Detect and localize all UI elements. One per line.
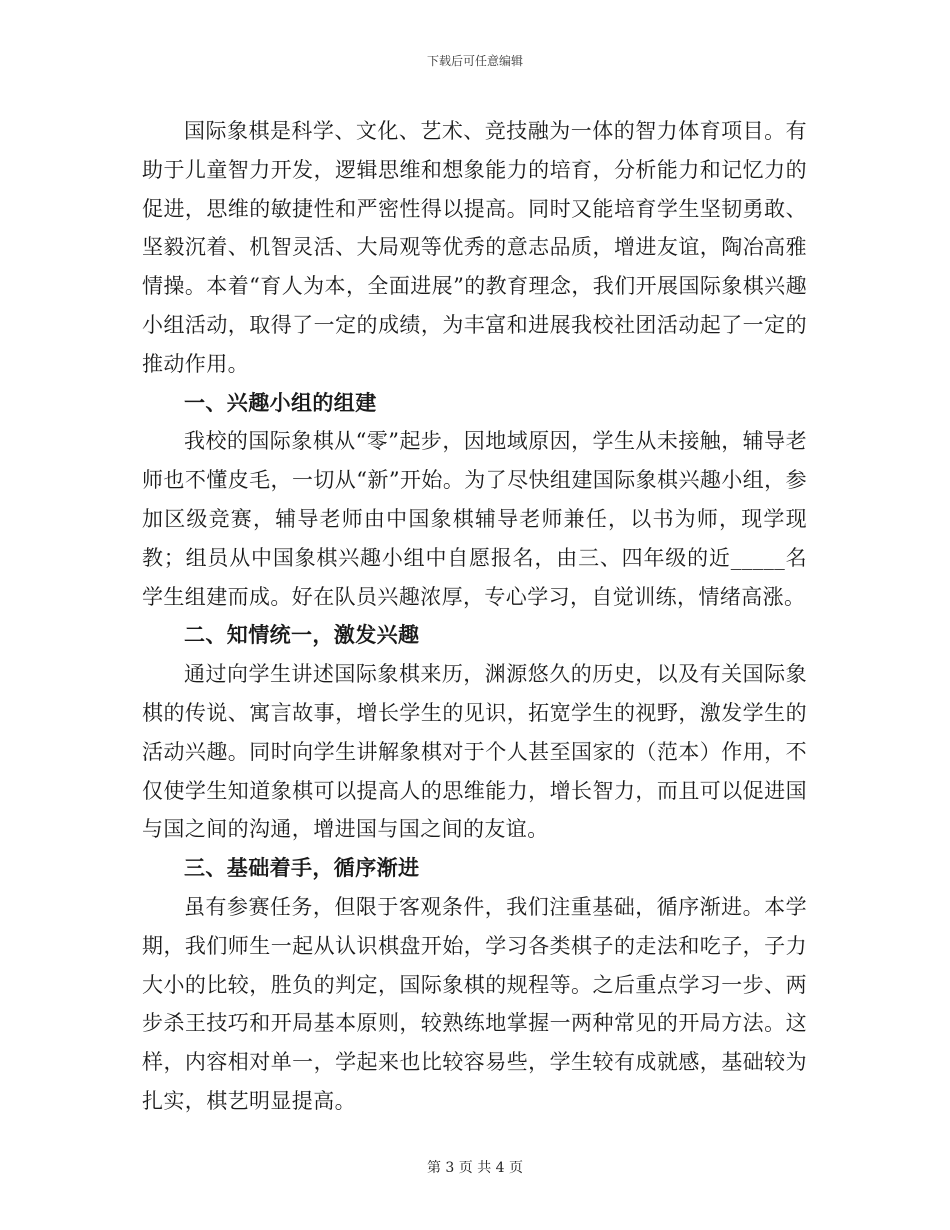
- intro-paragraph: 国际象棋是科学、文化、艺术、竞技融为一体的智力体育项目。有助于儿童智力开发，逻辑思维和想象能力的培育，分析能力和记忆力的促进，思维的敏捷性和严密性得以提高。同时又能培育学生坚韧勇敢、坚毅沉着、机智灵活、大局观等优秀的意志品质，增进友谊，陶冶高雅情操。本着“育人为本，全面进展”的教育理念，我们开展国际象棋兴趣小组活动，取得了一定的成绩，为丰富和进展我校社团活动起了一定的推动作用。: [142, 119, 807, 376]
- document-body: [142, 112, 807, 1121]
- section-paragraph-1: 我校的国际象棋从“零”起步，因地域原因，学生从未接触，辅导老师也不懂皮毛，一切从“新”开始。为了尽快组建国际象棋兴趣小组，参加区级竞赛，辅导老师由中国象棋辅导老师兼任，以书为师，现学现教；组员从中国象棋兴趣小组中自愿报名，由三、四年级的近_____名学生组建而成。好在队员兴趣浓厚，专心学习，自觉训练，情绪高涨。: [142, 429, 807, 609]
- section-heading-1: 一、兴趣小组的组建: [184, 389, 377, 415]
- section-heading-3: 三、基础着手，循序渐进: [184, 855, 420, 881]
- page-number: 第 3 页 共 4 页: [426, 1160, 524, 1176]
- section-paragraph-3: 虽有参赛任务，但限于客观条件，我们注重基础，循序渐进。本学期，我们师生一起从认识棋盘开始，学习各类棋子的走法和吃子，子力大小的比较，胜负的判定，国际象棋的规程等。之后重点学习一步、两步杀王技巧和开局基本原则，较熟练地掌握一两种常见的开局方法。这样，内容相对单一，学起来也比较容易些，学生较有成就感，基础较为扎实，棋艺明显提高。: [142, 894, 807, 1113]
- section-heading-2: 二、知情统一，激发兴趣: [184, 622, 420, 648]
- page-header-note: 下载后可任意编辑: [426, 54, 523, 68]
- section-paragraph-2: 通过向学生讲述国际象棋来历，渊源悠久的历史，以及有关国际象棋的传说、寓言故事，增长学生的见识，拓宽学生的视野，激发学生的活动兴趣。同时向学生讲解象棋对于个人甚至国家的（范本）作用，不仅使学生知道象棋可以提高人的思维能力，增长智力，而且可以促进国与国之间的沟通，增进国与国之间的友谊。: [142, 662, 807, 842]
